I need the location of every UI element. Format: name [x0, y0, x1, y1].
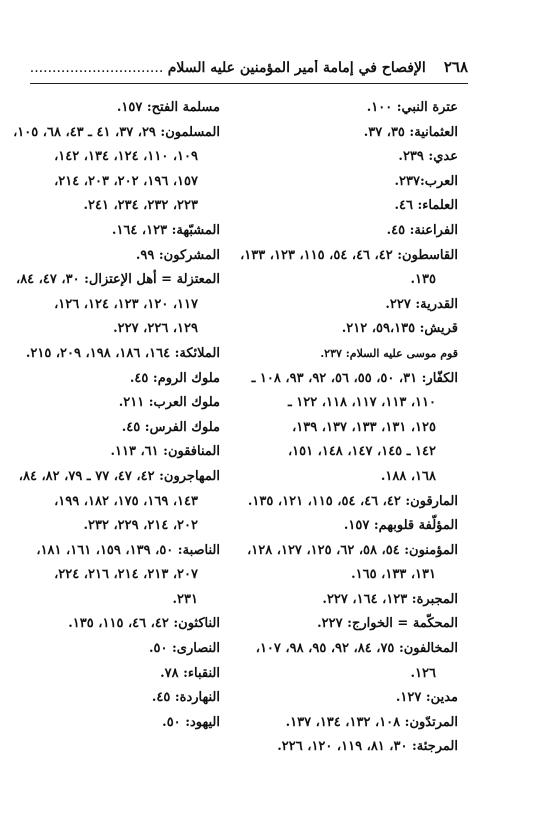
- index-entry: النصارى: ٥٠.: [148, 641, 220, 657]
- index-entry: المشبّهة: ١٢٣، ١٦٤.: [111, 222, 220, 238]
- index-entry: المؤلّفة قلوبهم: ١٥٧.: [343, 518, 458, 534]
- index-entry: ملوك الفرس: ٤٥.: [121, 419, 220, 435]
- index-entry: عدي: ٢٣٩.: [398, 149, 458, 165]
- index-entry: العرب:٢٣٧.: [394, 173, 458, 189]
- running-title: الإفصاح في إمامة أمير المؤمنين عليه السلام .....: [30, 60, 426, 76]
- index-entry: النقباء: ٧٨.: [160, 665, 220, 681]
- index-entry: قوم موسى عليه السلام: ٢٣٧.: [320, 346, 458, 360]
- index-entry-continuation: ١٤٣، ١٦٩، ١٧٥، ١٨٢، ١٩٩،: [54, 493, 198, 509]
- index-entry: المشركون: ٩٩.: [135, 247, 220, 263]
- running-header: [30, 58, 468, 80]
- index-column-left: [0, 96, 220, 735]
- index-entry: المهاجرون: ٤٢، ٤٧، ٧٧ ـ ٧٩، ٨٢، ٨٤،: [18, 468, 220, 484]
- index-entry-continuation: ١٣٥.: [410, 272, 436, 288]
- index-entry: عترة النبي: ١٠٠.: [366, 100, 458, 115]
- index-entry-continuation: ١١٧، ١٢٠، ١٢٣، ١٢٤، ١٢٦،: [54, 296, 198, 312]
- index-entry: المنافقون: ٦١، ١١٣.: [110, 444, 220, 460]
- index-entry-continuation: ١٤٢ ـ ١٤٥، ١٤٧، ١٤٨، ١٥١،: [287, 444, 436, 460]
- index-entry: الفراعنة: ٤٥.: [386, 222, 458, 238]
- index-entry: مدين: ١٢٧.: [395, 690, 458, 706]
- header-rule: [30, 83, 468, 84]
- index-entry: العثمانية: ٣٥، ٣٧.: [363, 124, 458, 140]
- index-entry: الكفّار: ٣١، ٥٠، ٥٥، ٥٦، ٩٢، ٩٣، ١٠٨ ـ: [251, 370, 458, 386]
- index-entry: القدرية: ٢٢٧.: [385, 296, 458, 312]
- index-entry-continuation: ٢٠٢، ٢١٤، ٢٢٩، ٢٣٢.: [83, 518, 198, 534]
- page-number: ٢٦٨: [443, 58, 468, 76]
- index-entry: الناصبة: ٥٠، ١٣٩، ١٥٩، ١٦١، ١٨١،: [36, 542, 220, 558]
- index-entry-continuation: ١٢٦.: [410, 665, 436, 681]
- index-entry: المؤمنون: ٥٤، ٥٨، ٦٢، ١٢٥، ١٢٧، ١٢٨،: [247, 542, 458, 558]
- index-entry: النهاردة: ٤٥.: [151, 690, 220, 706]
- index-entry: ملوك الروم: ٤٥.: [129, 370, 220, 386]
- index-entry: المخالفون: ٧٥، ٨٤، ٩٢، ٩٥، ٩٨، ١٠٧،: [255, 641, 458, 657]
- index-entry: قريش: ٥٩،١٣٥، ٢١٢.: [341, 321, 458, 337]
- index-entry: القاسطون: ٤٢، ٤٦، ٥٤، ١١٥، ١٢٣، ١٣٣،: [240, 247, 458, 263]
- index-entry: ملوك العرب: ٢١١.: [118, 395, 220, 411]
- index-entry-continuation: ١٢٥، ١٣١، ١٣٣، ١٣٧، ١٣٩،: [292, 419, 436, 435]
- index-entry: المحكّمة = الخوارج: ٢٢٧.: [317, 616, 458, 632]
- index-entry-continuation: ١٦٨، ١٨٨.: [380, 468, 436, 484]
- index-entry-continuation: ١٣١، ١٣٣، ١٦٥.: [351, 567, 436, 583]
- index-entry-continuation: ٢٢٣، ٢٣٢، ٢٣٤، ٢٤١.: [83, 198, 198, 214]
- index-entry-continuation: ١١٠، ١١٣، ١١٧، ١١٨، ١٢٢ ـ: [287, 395, 436, 411]
- index-entry: المجبرة: ١٢٣، ١٦٤، ٢٢٧.: [322, 591, 458, 607]
- index-entry: الناكثون: ٤٢، ٤٦، ١١٥، ١٣٥.: [68, 616, 220, 632]
- index-entry: المرجئة: ٣٠، ٨١، ١١٩، ١٢٠، ٢٢٦.: [277, 739, 458, 755]
- index-entry: المسلمون: ٢٩، ٣٧، ٤١ ـ ٤٣، ٦٨، ١٠٥،: [13, 124, 220, 140]
- index-entry: المعتزلة = أهل الإعتزال: ٣٠، ٤٧، ٨٤،: [15, 272, 220, 288]
- index-entry: العلماء: ٤٦.: [394, 198, 458, 214]
- index-entry-continuation: ٢٠٧، ٢١٣، ٢١٤، ٢١٦، ٢٢٤،: [54, 567, 198, 583]
- index-entry: الملائكة: ١٦٤، ١٨٦، ١٩٨، ٢٠٩، ٢١٥.: [25, 345, 220, 361]
- index-entry-continuation: ١٠٩، ١١٠، ١٢٤، ١٣٤، ١٤٢،: [54, 149, 198, 165]
- index-entry-continuation: ١٢٩، ٢٢٦، ٢٢٧.: [113, 321, 198, 337]
- index-entry: المرتدّون: ١٠٨، ١٣٢، ١٣٤، ١٣٧.: [285, 714, 458, 730]
- index-entry: مسلمة الفتح: ١٥٧.: [116, 100, 220, 115]
- index-entry-continuation: ٢٣١.: [172, 591, 198, 607]
- index-entry-continuation: ١٥٧، ١٩٦، ٢٠٢، ٢٠٣، ٢١٤،: [54, 173, 198, 189]
- index-entry: اليهود: ٥٠.: [162, 714, 220, 730]
- index-entry: المارقون: ٤٢، ٤٦، ٥٤، ١١٥، ١٢١، ١٣٥.: [247, 493, 458, 509]
- index-column-right: [218, 96, 458, 760]
